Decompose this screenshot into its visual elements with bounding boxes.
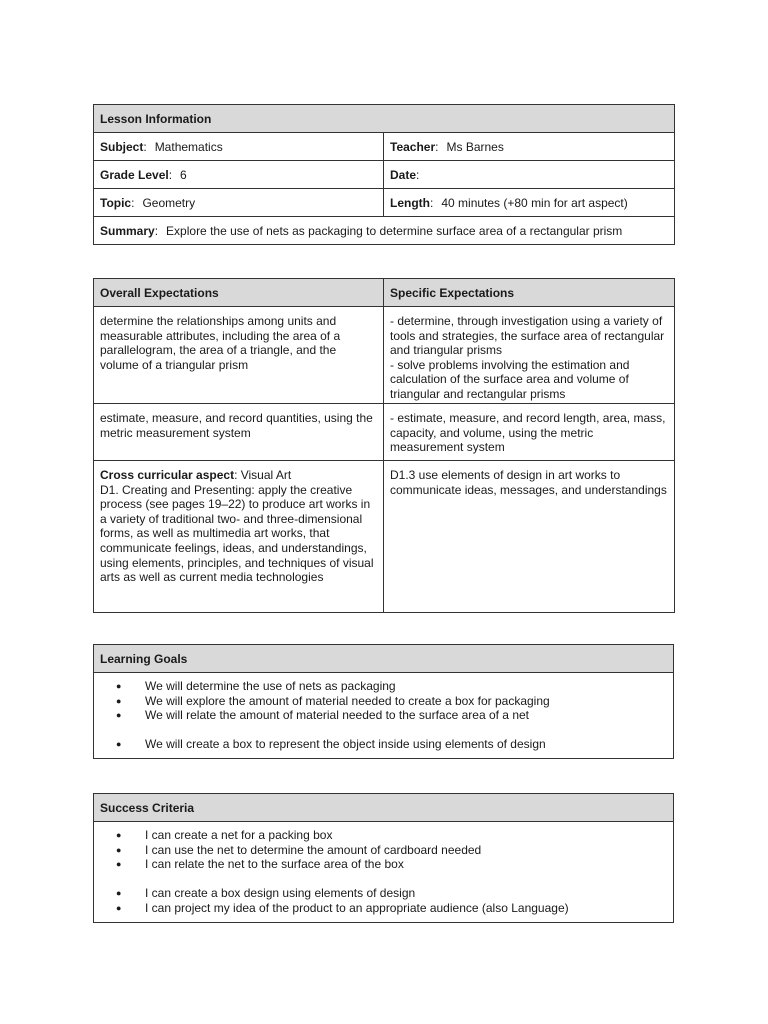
teacher-label: Teacher: [390, 139, 436, 154]
overall-expectation: D1. Creating and Presenting: apply the creative process (see pages 19–22) to produce art works in a variety of traditional two- and three-dimensional forms, as well as multimedia art works, that communicate feelings, ideas, and understandings, using elements, principles, and techniques of visual arts as well as current media technologies: [100, 482, 374, 585]
table-row: [94, 307, 675, 404]
grade-value: 6: [180, 167, 187, 182]
overall-expectation: determine the relationships among units and measurable attributes, including the area of a parallelogram, the area of a triangle, and the volume of a triangular prism: [94, 307, 384, 404]
summary-cell: Summary: Explore the use of nets as packaging to determine surface area of a rectangular prism: [94, 217, 675, 245]
learning-goals-cell: [94, 673, 674, 759]
grade-label: Grade Level: [100, 167, 169, 182]
specific-item: - solve problems involving the estimation and calculation of the surface area and volume of triangular and rectangular prisms: [390, 357, 630, 401]
topic-value: Geometry: [142, 195, 196, 210]
list-item: ● I can create a net for a packing box: [116, 828, 673, 843]
length-cell: Length: 40 minutes (+80 min for art aspect): [384, 189, 675, 217]
grade-cell: Grade Level: 6: [94, 161, 384, 189]
lesson-information-table: [93, 104, 675, 245]
success-criteria-list: [94, 822, 673, 922]
success-criteria-header: Success Criteria: [94, 794, 674, 822]
success-criteria-table: [93, 793, 674, 923]
specific-item: - estimate, measure, and record length, area, mass, capacity, and volume, using the metric measurement system: [390, 411, 666, 455]
teacher-cell: Teacher: Ms Barnes: [384, 133, 675, 161]
lesson-information-header: Lesson Information: [94, 105, 675, 133]
list-item: ● I can relate the net to the surface area of the box: [116, 857, 673, 872]
learning-goals-header: Learning Goals: [94, 645, 674, 673]
specific-expectation: [384, 404, 675, 461]
list-item: ● I can use the net to determine the amount of cardboard needed: [116, 843, 673, 858]
subject-label: Subject: [100, 139, 144, 154]
cross-curricular-label: Cross curricular aspect: [100, 468, 235, 482]
list-item: ● We will determine the use of nets as packaging: [116, 679, 673, 694]
list-item: ● We will relate the amount of material needed to the surface area of a net: [116, 708, 673, 723]
teacher-value: Ms Barnes: [446, 139, 504, 154]
cross-curricular-value: : Visual Art: [234, 468, 292, 482]
specific-item: - determine, through investigation using a variety of tools and strategies, the surface area of rectangular and triangular prisms: [390, 314, 665, 358]
table-row: [94, 461, 675, 613]
overall-expectations-header: Overall Expectations: [94, 279, 384, 307]
topic-cell: Topic: Geometry: [94, 189, 384, 217]
summary-value: Explore the use of nets as packaging to determine surface area of a rectangular prism: [166, 223, 623, 238]
length-label: Length: [390, 195, 430, 210]
success-criteria-cell: [94, 822, 674, 923]
specific-expectation: [384, 461, 675, 613]
expectations-table: [93, 278, 675, 613]
specific-expectation: [384, 307, 675, 404]
summary-label: Summary: [100, 223, 155, 238]
list-item: ● We will create a box to represent the object inside using elements of design: [116, 737, 673, 752]
topic-label: Topic: [100, 195, 132, 210]
date-label: Date: [390, 167, 417, 182]
list-item: ● I can project my idea of the product to an appropriate audience (also Language): [116, 901, 673, 916]
specific-expectations-header: Specific Expectations: [384, 279, 675, 307]
subject-value: Mathematics: [154, 139, 223, 154]
length-value: 40 minutes (+80 min for art aspect): [441, 195, 628, 210]
cross-curricular-cell: [94, 461, 384, 613]
learning-goals-list: [94, 673, 673, 758]
date-cell: Date:: [384, 161, 675, 189]
list-item: ● I can create a box design using elements of design: [116, 886, 673, 901]
list-item: ● We will explore the amount of material needed to create a box for packaging: [116, 694, 673, 709]
subject-cell: Subject: Mathematics: [94, 133, 384, 161]
table-row: [94, 404, 675, 461]
learning-goals-table: [93, 644, 674, 759]
overall-expectation: estimate, measure, and record quantities, using the metric measurement system: [94, 404, 384, 461]
specific-item: D1.3 use elements of design in art works to communicate ideas, messages, and understandings: [390, 468, 667, 497]
